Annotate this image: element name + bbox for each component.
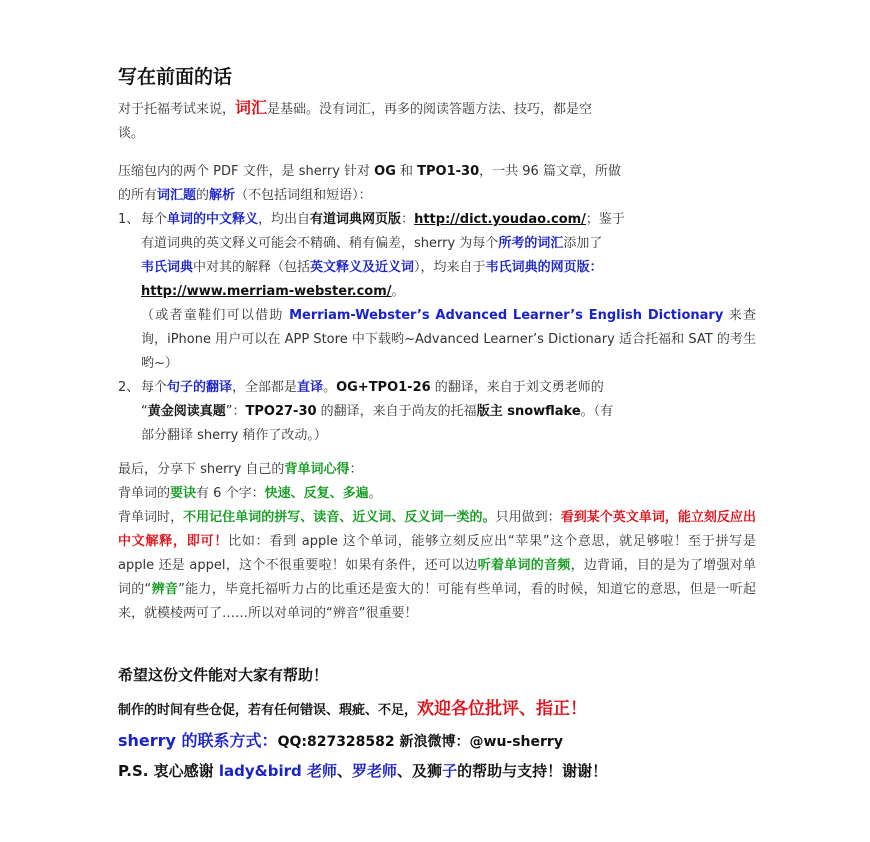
text: ，边背诵，目的是为了增强对单词的“ <box>118 558 756 597</box>
webster-link[interactable]: http://www.merriam-webster.com/ <box>141 284 392 299</box>
english-synonym-label: 英文释义及近义词 <box>310 260 415 275</box>
feedback-line <box>118 694 587 719</box>
literal-translation-label: 直译 <box>297 380 324 395</box>
text: 谈。 <box>118 126 145 141</box>
lion-name-part: 子 <box>442 762 458 780</box>
tpo27-label: TPO27-30 <box>245 404 317 419</box>
text: 背单词的 <box>118 486 171 501</box>
golden-reading-label: 黄金阅读真题 <box>147 404 226 419</box>
no-need-label: 不用记住单词的拼写、读音、近义词、反义词一类的。 <box>183 510 496 525</box>
text: 添加了 <box>563 236 603 251</box>
webster-label: 韦氏词典 <box>141 260 194 275</box>
youdao-link[interactable]: http://dict.youdao.com/ <box>414 212 586 227</box>
text: 部分翻译 sherry 稍作了改动。） <box>141 428 327 443</box>
text: 。（有 <box>580 404 614 419</box>
text: ： <box>401 212 415 227</box>
contact-info: QQ:827328582 新浪微博：@wu-sherry <box>277 734 563 750</box>
text: 只用做到： <box>495 510 561 525</box>
vocab-highlight: 词汇 <box>235 98 268 117</box>
text: 、及 <box>397 762 428 780</box>
sentence-translation-label: 句子的翻译 <box>167 380 233 395</box>
dictionary-title: Merriam-Webster’s Advanced Learner’s English Dictionary <box>289 308 724 323</box>
text: ），均来自于 <box>414 260 486 275</box>
text: 对于托福考试来说， <box>118 102 236 117</box>
six-words-label: 快速、反复、多遍 <box>264 486 369 501</box>
og-label: OG <box>374 164 396 179</box>
moderator-label: 版主 snowflake <box>476 404 581 419</box>
text: ”： <box>225 404 246 419</box>
vocab-question-label: 词汇题 <box>157 188 197 203</box>
text: 压缩包内的两个 PDF 文件，是 sherry 针对 <box>118 164 375 179</box>
text: ；鉴于 <box>585 212 625 227</box>
tips-paragraph <box>118 458 756 626</box>
text: （或者童鞋们可以借助 <box>141 308 290 323</box>
text: P.S. 衷心感谢 <box>118 762 219 780</box>
text: ，均出自 <box>258 212 311 227</box>
hope-line: 希望这份文件能对大家有帮助！ <box>118 666 329 684</box>
list-item-1 <box>141 208 756 376</box>
text: 来查询，iPhone 用户可以在 APP Store 中下载哟~Advanced Learner’s Dictionary 适合托福和 SAT 的考生哟~） <box>141 308 756 371</box>
text: 每个 <box>141 380 168 395</box>
text: 的 <box>196 188 210 203</box>
text: 和 <box>395 164 418 179</box>
contact-label: sherry 的联系方式： <box>118 731 278 750</box>
files-paragraph <box>118 160 756 208</box>
text: 中对其的解释（包括 <box>193 260 311 275</box>
text: 比如：看到 apple 这个单词，能够立刻反应出“苹果”这个意思，就足够啦！至于拼写是 apple 还是 appel，这个不很重要啦！如果有条件，还可以边 <box>118 534 756 573</box>
text: 的翻译，来自于刘文勇老师的 <box>430 380 604 395</box>
text: 。 <box>323 380 337 395</box>
webster-web-label: 韦氏词典的网页版： <box>485 260 603 275</box>
youdao-label: 有道词典网页版 <box>310 212 402 227</box>
text: 的帮助与支持！谢谢！ <box>457 762 608 780</box>
text: 有 6 个字： <box>196 486 265 501</box>
text: 、 <box>337 762 353 780</box>
key-label: 要诀 <box>170 486 197 501</box>
ladybird-name: lady&bird <box>218 762 302 780</box>
thanks-line <box>118 760 607 781</box>
tpo-label: TPO1-30 <box>417 164 480 179</box>
list-number-1: 1、 <box>118 212 140 227</box>
page-title: 写在前面的话 <box>118 66 233 88</box>
text: 背单词时， <box>118 510 184 525</box>
analysis-label: 解析 <box>209 188 236 203</box>
distinguish-label: 辨音 <box>151 582 179 597</box>
intro-paragraph <box>118 96 756 146</box>
text: 的翻译，来自于尚友的托福 <box>316 404 477 419</box>
teacher-label: 老师 <box>301 762 337 780</box>
text: （不包括词组和短语）： <box>235 188 372 203</box>
chinese-meaning-label: 单词的中文释义 <box>167 212 259 227</box>
text: ”能力，毕竟托福听力占的比重还是蛮大的！可能有些单词，看的时候，知道它的意思，但是一听起来，就模棱两可了……所以对单词的“辨音”很重要！ <box>118 582 756 621</box>
text: ，全部都是 <box>232 380 298 395</box>
welcome-label: 欢迎各位批评、指正！ <box>417 699 588 719</box>
text: 有道词典的英文释义可能会不精确、稍有偏差，sherry 为每个 <box>141 236 499 251</box>
text: ： <box>349 462 363 477</box>
contact-line <box>118 728 563 751</box>
tips-heading-label: 背单词心得 <box>284 462 350 477</box>
text: “ <box>141 404 148 419</box>
text: 最后，分享下 sherry 自己的 <box>118 462 285 477</box>
text: 狮 <box>427 762 443 780</box>
tested-vocab-label: 所考的词汇 <box>498 236 564 251</box>
see-word-label: 看到某个英文单词，能立刻反应出中文解释，即可！ <box>118 510 756 549</box>
list-number-2: 2、 <box>118 380 140 395</box>
teacher-luo-name: 罗老师 <box>352 762 398 780</box>
og-tpo-label: OG+TPO1-26 <box>336 380 431 395</box>
text: 。 <box>368 486 382 501</box>
text: 每个 <box>141 212 168 227</box>
listen-audio-label: 听着单词的音频 <box>477 558 571 573</box>
text: 的所有 <box>118 188 158 203</box>
text: ，一共 96 篇文章，所做 <box>479 164 621 179</box>
text: 是基础。没有词汇，再多的阅读答题方法、技巧，都是空 <box>267 102 593 117</box>
list-item-2 <box>141 376 756 448</box>
text: 制作的时间有些仓促，若有任何错误、瑕疵、不足， <box>118 703 418 718</box>
text: 。 <box>391 284 405 299</box>
